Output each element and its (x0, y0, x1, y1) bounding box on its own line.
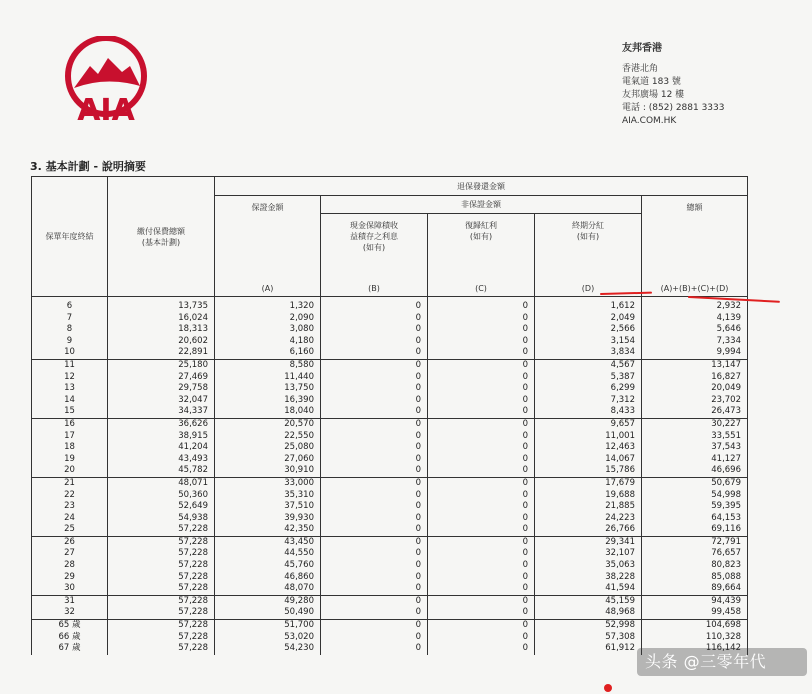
table-cell: 0 (428, 324, 535, 336)
header-reversionary-bonus: 復歸紅利 (如有) (C) (428, 214, 535, 297)
table-cell: 0 (428, 383, 535, 395)
table-cell: 0 (428, 620, 535, 632)
table-row (32, 548, 748, 560)
table-cell: 31 (32, 595, 108, 607)
table-cell: 89,664 (642, 583, 748, 595)
table-cell: 0 (428, 313, 535, 325)
table-cell: 0 (428, 395, 535, 407)
table-cell: 0 (428, 501, 535, 513)
header-non-guaranteed: 非保證金額 (321, 196, 642, 214)
table-row (32, 359, 748, 371)
table-cell: 34,337 (108, 406, 215, 418)
table-row (32, 632, 748, 644)
table-cell: 26 (32, 536, 108, 548)
illustration-table (31, 176, 748, 655)
table-cell: 0 (428, 359, 535, 371)
table-cell: 0 (321, 442, 428, 454)
table-cell: 38,915 (108, 431, 215, 443)
table-cell: 49,280 (215, 595, 321, 607)
table-cell: 110,328 (642, 632, 748, 644)
table-cell: 19,688 (535, 490, 642, 502)
header-policy-year: 保單年度終結 (32, 177, 108, 297)
table-cell: 2,049 (535, 313, 642, 325)
table-row (32, 418, 748, 430)
table-row (32, 324, 748, 336)
table-cell: 0 (321, 406, 428, 418)
section-title: 3. 基本計劃 - 說明摘要 (30, 160, 146, 173)
table-cell: 0 (321, 465, 428, 477)
table-cell: 59,395 (642, 501, 748, 513)
table-row (32, 336, 748, 348)
table-cell: 11 (32, 359, 108, 371)
table-cell: 0 (428, 548, 535, 560)
table-cell: 85,088 (642, 572, 748, 584)
address-line: 友邦廣場 12 樓 (622, 90, 685, 100)
table-cell: 0 (321, 431, 428, 443)
table-cell: 0 (321, 454, 428, 466)
table-cell: 0 (321, 620, 428, 632)
watermark: 头条 @三零年代 (637, 648, 807, 676)
table-cell: 50,679 (642, 477, 748, 489)
table-cell: 0 (428, 465, 535, 477)
table-cell: 25,180 (108, 359, 215, 371)
table-cell: 35,310 (215, 490, 321, 502)
table-cell: 9,657 (535, 418, 642, 430)
table-cell: 0 (428, 347, 535, 359)
table-cell: 54,998 (642, 490, 748, 502)
table-cell: 7,312 (535, 395, 642, 407)
table-cell: 20,570 (215, 418, 321, 430)
table-cell: 3,154 (535, 336, 642, 348)
table-cell: 26,766 (535, 524, 642, 536)
table-cell: 0 (428, 454, 535, 466)
table-cell: 39,930 (215, 513, 321, 525)
table-cell: 51,700 (215, 620, 321, 632)
table-cell: 2,566 (535, 324, 642, 336)
table-cell: 22,550 (215, 431, 321, 443)
table-cell: 57,228 (108, 548, 215, 560)
table-cell: 17 (32, 431, 108, 443)
table-cell: 0 (321, 524, 428, 536)
table-cell: 18 (32, 442, 108, 454)
table-cell: 57,228 (108, 607, 215, 619)
address-line: 電氣道 183 號 (622, 77, 681, 87)
table-cell: 50,490 (215, 607, 321, 619)
table-cell: 52,998 (535, 620, 642, 632)
table-cell: 14,067 (535, 454, 642, 466)
table-cell: 0 (321, 313, 428, 325)
table-cell: 38,228 (535, 572, 642, 584)
table-cell: 69,116 (642, 524, 748, 536)
table-cell: 52,649 (108, 501, 215, 513)
table-cell: 57,228 (108, 632, 215, 644)
table-cell: 33,551 (642, 431, 748, 443)
table-cell: 2,090 (215, 313, 321, 325)
table-cell: 66 歲 (32, 632, 108, 644)
table-row (32, 536, 748, 548)
table-cell: 8 (32, 324, 108, 336)
table-cell: 0 (321, 383, 428, 395)
table-cell: 0 (321, 583, 428, 595)
table-cell: 72,791 (642, 536, 748, 548)
table-cell: 0 (428, 524, 535, 536)
table-cell: 0 (321, 607, 428, 619)
table-cell: 13,147 (642, 359, 748, 371)
table-cell: 29 (32, 572, 108, 584)
table-cell: 57,228 (108, 583, 215, 595)
table-cell: 16 (32, 418, 108, 430)
table-cell: 13,735 (108, 297, 215, 313)
company-name: 友邦香港 (622, 43, 662, 54)
header-surrender-value: 退保發還金額 (215, 177, 748, 196)
address-line: 香港北角 (622, 64, 659, 74)
table-cell: 23,702 (642, 395, 748, 407)
table-cell: 104,698 (642, 620, 748, 632)
table-cell: 5,387 (535, 372, 642, 384)
table-row (32, 297, 748, 313)
table-cell: 30 (32, 583, 108, 595)
table-cell: 15,786 (535, 465, 642, 477)
table-cell: 0 (321, 513, 428, 525)
table-cell: 46,696 (642, 465, 748, 477)
table-cell: 0 (321, 324, 428, 336)
table-cell: 4,567 (535, 359, 642, 371)
table-cell: 29,341 (535, 536, 642, 548)
table-cell: 57,228 (108, 536, 215, 548)
table-cell: 0 (321, 632, 428, 644)
table-cell: 10 (32, 347, 108, 359)
table-cell: 11,001 (535, 431, 642, 443)
table-cell: 0 (321, 477, 428, 489)
table-row (32, 465, 748, 477)
table-cell: 6 (32, 297, 108, 313)
table-cell: 30,910 (215, 465, 321, 477)
header-guaranteed: 保證金額 (A) (215, 196, 321, 297)
table-row (32, 454, 748, 466)
table-row (32, 347, 748, 359)
table-cell: 6,160 (215, 347, 321, 359)
table-cell: 5,646 (642, 324, 748, 336)
table-row (32, 583, 748, 595)
table-cell: 80,823 (642, 560, 748, 572)
table-cell: 36,626 (108, 418, 215, 430)
table-cell: 0 (321, 501, 428, 513)
table-cell: 8,580 (215, 359, 321, 371)
header-cash-dividend: 現金保障積收 益積存之利息 (如有) (B) (321, 214, 428, 297)
table-cell: 0 (321, 297, 428, 313)
table-cell: 13 (32, 383, 108, 395)
table-cell: 57,228 (108, 620, 215, 632)
table-cell: 0 (321, 643, 428, 655)
table-cell: 26,473 (642, 406, 748, 418)
table-cell: 57,228 (108, 572, 215, 584)
table-cell: 0 (428, 372, 535, 384)
table-cell: 14 (32, 395, 108, 407)
table-cell: 50,360 (108, 490, 215, 502)
header-terminal-dividend: 終期分紅 (如有) (D) (535, 214, 642, 297)
table-cell: 0 (428, 632, 535, 644)
table-row (32, 372, 748, 384)
table-cell: 57,228 (108, 643, 215, 655)
table-cell: 28 (32, 560, 108, 572)
table-row (32, 513, 748, 525)
table-cell: 0 (321, 347, 428, 359)
header-total-premium: 繳付保費總額 (基本計劃) (108, 177, 215, 297)
table-cell: 33,000 (215, 477, 321, 489)
table-cell: 0 (428, 572, 535, 584)
logo-wordmark: AIA (77, 93, 135, 126)
aia-logo (60, 36, 152, 126)
table-cell: 7 (32, 313, 108, 325)
table-cell: 0 (321, 336, 428, 348)
table-row (32, 560, 748, 572)
table-cell: 0 (428, 418, 535, 430)
table-cell: 94,439 (642, 595, 748, 607)
table-cell: 1,612 (535, 297, 642, 313)
table-cell: 13,750 (215, 383, 321, 395)
table-cell: 0 (428, 583, 535, 595)
table-row (32, 490, 748, 502)
table-cell: 53,020 (215, 632, 321, 644)
table-cell: 116,142 (642, 643, 748, 655)
table-cell: 46,860 (215, 572, 321, 584)
table-cell: 32 (32, 607, 108, 619)
table-cell: 35,063 (535, 560, 642, 572)
table-cell: 0 (321, 418, 428, 430)
table-cell: 0 (321, 548, 428, 560)
table-cell: 64,153 (642, 513, 748, 525)
table-cell: 24,223 (535, 513, 642, 525)
table-cell: 44,550 (215, 548, 321, 560)
table-cell: 42,350 (215, 524, 321, 536)
table-cell: 8,433 (535, 406, 642, 418)
table-cell: 16,390 (215, 395, 321, 407)
table-row (32, 395, 748, 407)
table-cell: 37,543 (642, 442, 748, 454)
table-cell: 7,334 (642, 336, 748, 348)
table-cell: 12,463 (535, 442, 642, 454)
table-cell: 27 (32, 548, 108, 560)
table-cell: 16,024 (108, 313, 215, 325)
table-cell: 1,320 (215, 297, 321, 313)
table-cell: 22,891 (108, 347, 215, 359)
table-row (32, 524, 748, 536)
table-cell: 41,204 (108, 442, 215, 454)
table-cell: 21 (32, 477, 108, 489)
table-cell: 54,938 (108, 513, 215, 525)
table-cell: 48,071 (108, 477, 215, 489)
table-cell: 67 歲 (32, 643, 108, 655)
table-cell: 61,912 (535, 643, 642, 655)
table-cell: 41,594 (535, 583, 642, 595)
table-cell: 21,885 (535, 501, 642, 513)
table-cell: 0 (321, 560, 428, 572)
table-cell: 30,227 (642, 418, 748, 430)
table-cell: 0 (321, 490, 428, 502)
table-cell: 45,159 (535, 595, 642, 607)
table-cell: 16,827 (642, 372, 748, 384)
table-cell: 20,602 (108, 336, 215, 348)
table-cell: 0 (428, 643, 535, 655)
table-cell: 25 (32, 524, 108, 536)
table-cell: 0 (321, 359, 428, 371)
table-cell: 11,440 (215, 372, 321, 384)
table-cell: 12 (32, 372, 108, 384)
table-cell: 4,139 (642, 313, 748, 325)
table-cell: 0 (428, 490, 535, 502)
table-cell: 9,994 (642, 347, 748, 359)
website-line: AIA.COM.HK (622, 116, 677, 126)
table-cell: 0 (321, 372, 428, 384)
table-cell: 57,228 (108, 560, 215, 572)
table-cell: 65 歲 (32, 620, 108, 632)
table-row (32, 442, 748, 454)
table-row (32, 313, 748, 325)
table-cell: 32,107 (535, 548, 642, 560)
table-cell: 2,932 (642, 297, 748, 313)
table-cell: 20,049 (642, 383, 748, 395)
table-cell: 99,458 (642, 607, 748, 619)
table-cell: 0 (428, 560, 535, 572)
table-cell: 45,782 (108, 465, 215, 477)
table-cell: 22 (32, 490, 108, 502)
table-row (32, 620, 748, 632)
table-cell: 32,047 (108, 395, 215, 407)
table-row (32, 501, 748, 513)
table-cell: 37,510 (215, 501, 321, 513)
phone-line: 電話 : (852) 2881 3333 (622, 103, 725, 113)
table-cell: 0 (428, 336, 535, 348)
table-cell: 0 (428, 297, 535, 313)
table-cell: 0 (321, 572, 428, 584)
table-cell: 27,469 (108, 372, 215, 384)
table-cell: 45,760 (215, 560, 321, 572)
table-row (32, 595, 748, 607)
table-cell: 57,308 (535, 632, 642, 644)
table-row (32, 383, 748, 395)
table-cell: 18,313 (108, 324, 215, 336)
table-cell: 0 (428, 477, 535, 489)
table-cell: 48,070 (215, 583, 321, 595)
table-cell: 43,493 (108, 454, 215, 466)
table-row (32, 572, 748, 584)
table-cell: 0 (428, 513, 535, 525)
red-marker-dot (604, 684, 612, 692)
table-cell: 0 (428, 431, 535, 443)
table-cell: 27,060 (215, 454, 321, 466)
table-cell: 57,228 (108, 595, 215, 607)
table-cell: 48,968 (535, 607, 642, 619)
table-row (32, 431, 748, 443)
table-cell: 29,758 (108, 383, 215, 395)
table-cell: 0 (428, 442, 535, 454)
table-cell: 6,299 (535, 383, 642, 395)
table-cell: 23 (32, 501, 108, 513)
table-cell: 0 (428, 406, 535, 418)
table-cell: 20 (32, 465, 108, 477)
table-row (32, 607, 748, 619)
header-total: 總額 (A)+(B)+(C)+(D) (642, 196, 748, 297)
table-cell: 3,834 (535, 347, 642, 359)
table-cell: 9 (32, 336, 108, 348)
table-cell: 0 (321, 595, 428, 607)
table-cell: 0 (321, 395, 428, 407)
table-cell: 41,127 (642, 454, 748, 466)
table-cell: 3,080 (215, 324, 321, 336)
table-cell: 19 (32, 454, 108, 466)
table-cell: 0 (428, 536, 535, 548)
table-row (32, 406, 748, 418)
table-cell: 0 (428, 595, 535, 607)
table-cell: 0 (428, 607, 535, 619)
company-address-block (622, 42, 725, 128)
table-cell: 25,080 (215, 442, 321, 454)
table-row (32, 477, 748, 489)
table-cell: 0 (321, 536, 428, 548)
table-cell: 15 (32, 406, 108, 418)
table-cell: 76,657 (642, 548, 748, 560)
table-cell: 18,040 (215, 406, 321, 418)
table-cell: 57,228 (108, 524, 215, 536)
table-cell: 4,180 (215, 336, 321, 348)
table-cell: 54,230 (215, 643, 321, 655)
table-cell: 24 (32, 513, 108, 525)
table-cell: 43,450 (215, 536, 321, 548)
table-cell: 17,679 (535, 477, 642, 489)
